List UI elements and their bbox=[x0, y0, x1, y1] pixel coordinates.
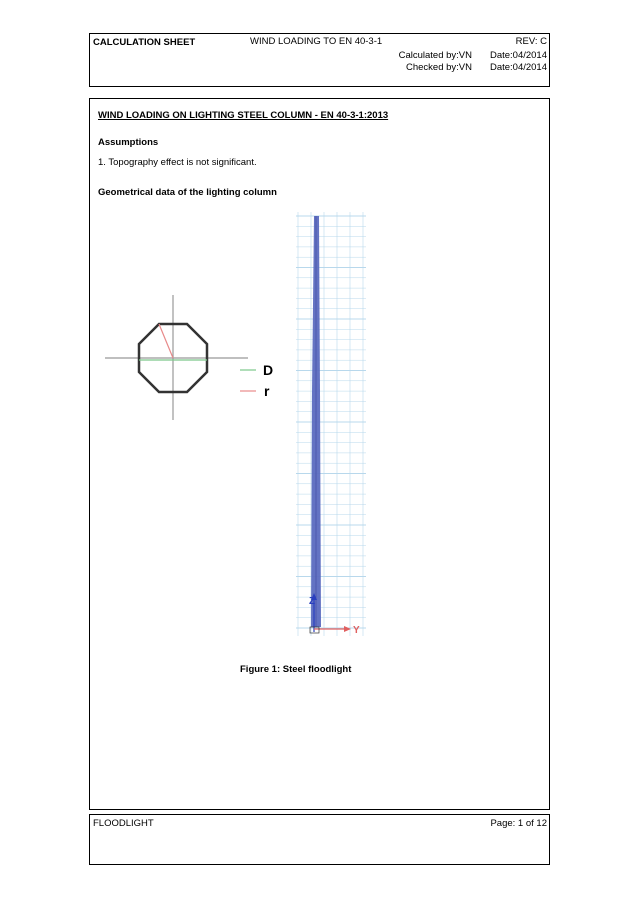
radius-line bbox=[159, 324, 173, 358]
grid bbox=[296, 212, 366, 636]
page-number: Page: 1 of 12 bbox=[490, 818, 547, 829]
assumption-item: 1. Topography effect is not significant. bbox=[98, 157, 257, 168]
checked-date: Date:04/2014 bbox=[489, 62, 547, 73]
sheet-label: CALCULATION SHEET bbox=[93, 37, 196, 48]
calculated-date: Date:04/2014 bbox=[489, 50, 547, 61]
geometry-heading: Geometrical data of the lighting column bbox=[98, 187, 277, 198]
assumptions-heading: Assumptions bbox=[98, 137, 159, 148]
lighting-column-figure bbox=[296, 212, 368, 638]
figure-caption: Figure 1: Steel floodlight bbox=[240, 664, 352, 675]
legend-r-label: r bbox=[264, 383, 270, 399]
header-title: WIND LOADING TO EN 40-3-1 bbox=[250, 36, 383, 47]
calculated-by: Calculated by:VN bbox=[398, 50, 472, 61]
page-heading: WIND LOADING ON LIGHTING STEEL COLUMN - EN 40-3-1:2013 bbox=[98, 110, 389, 121]
footer-document-name: FLOODLIGHT bbox=[93, 818, 154, 829]
z-axis-label: Z bbox=[309, 596, 316, 607]
legend-d-label: D bbox=[263, 362, 274, 378]
y-axis-label: Y bbox=[353, 625, 360, 636]
checked-by: Checked by:VN bbox=[405, 62, 472, 73]
revision: REV: C bbox=[515, 36, 547, 47]
octagon-section-figure bbox=[100, 290, 280, 425]
